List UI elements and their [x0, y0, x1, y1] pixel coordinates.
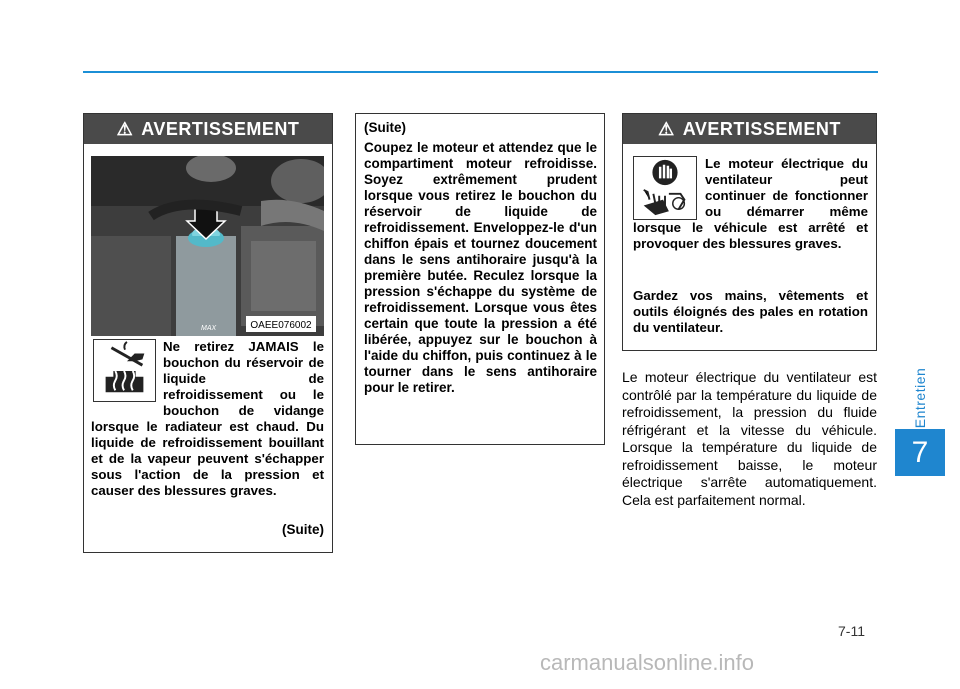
coolant-reservoir-image: [91, 156, 324, 336]
continued-text: Coupez le moteur et attendez que le compartiment moteur refroidisse. Soyez extrêmement prudent lorsque vous retirez le bouchon du réservoir de liquide de refroidissement. Enveloppez-le d'un chiffon épais et tournez doucement dans le sens antihoraire jusqu'à la première butée. Reculez lorsque la pression s'échappe du système de refroidissement. Lorsque vous êtes certain que toute la pression a été libérée, appuyez sur le bouchon à l'aide du chiffon, puis continuez à le tourner dans le sens antihoraire pour le retirer.: [364, 140, 597, 395]
section-label: Entretien: [912, 367, 928, 429]
fan-warning-text-2: Gardez vos mains, vêtements et outils éloignés des pales en rotation du ventilateur.: [633, 288, 868, 335]
engine-bay-photo: [91, 156, 324, 336]
watermark: carmanualsonline.info: [540, 650, 755, 675]
warning-header: ⚠ AVERTISSEMENT: [623, 114, 876, 144]
fan-warning-text-1: Le moteur électrique du ventilateur peut continuer de fonctionner ou démarrer même lorsque le véhicule est arrêté et provoquer des blessures graves.: [633, 156, 868, 251]
header-rule: [83, 71, 878, 73]
warning-triangle-icon: ⚠: [116, 118, 134, 139]
page-number: 7-11: [838, 623, 865, 639]
warning-triangle-icon: ⚠: [658, 118, 675, 139]
warning-coolant-text: Ne retirez JAMAIS le bouchon du réservoir de liquide de refroidissement ou le bouchon de vidange lorsque le radiateur est chaud. Du liquide de refroidissement bouillant et de la vapeur peuvent s'échapper sous l'action de la pression et causer des blessures graves.: [91, 339, 324, 498]
photo-mark: MAX: [201, 325, 217, 332]
warning-header: ⚠ AVERTISSEMENT: [84, 114, 332, 144]
fan-description: Le moteur électrique du ventilateur est contrôlé par la température du liquide de refroidissement, la pression du fluide réfrigérant et la vitesse du véhicule. Lorsque la température du liquide de refroidissement baisse, le moteur électrique s'arrête automatiquement. Cela est parfaitement normal.: [622, 369, 877, 508]
warning-box-continued: [355, 113, 605, 445]
continued-heading: (Suite): [364, 120, 406, 135]
warning-coolant-continued: (Suite): [282, 522, 324, 537]
photo-caption: OAEE076002: [250, 320, 312, 331]
chapter-tab: 7: [895, 429, 945, 476]
